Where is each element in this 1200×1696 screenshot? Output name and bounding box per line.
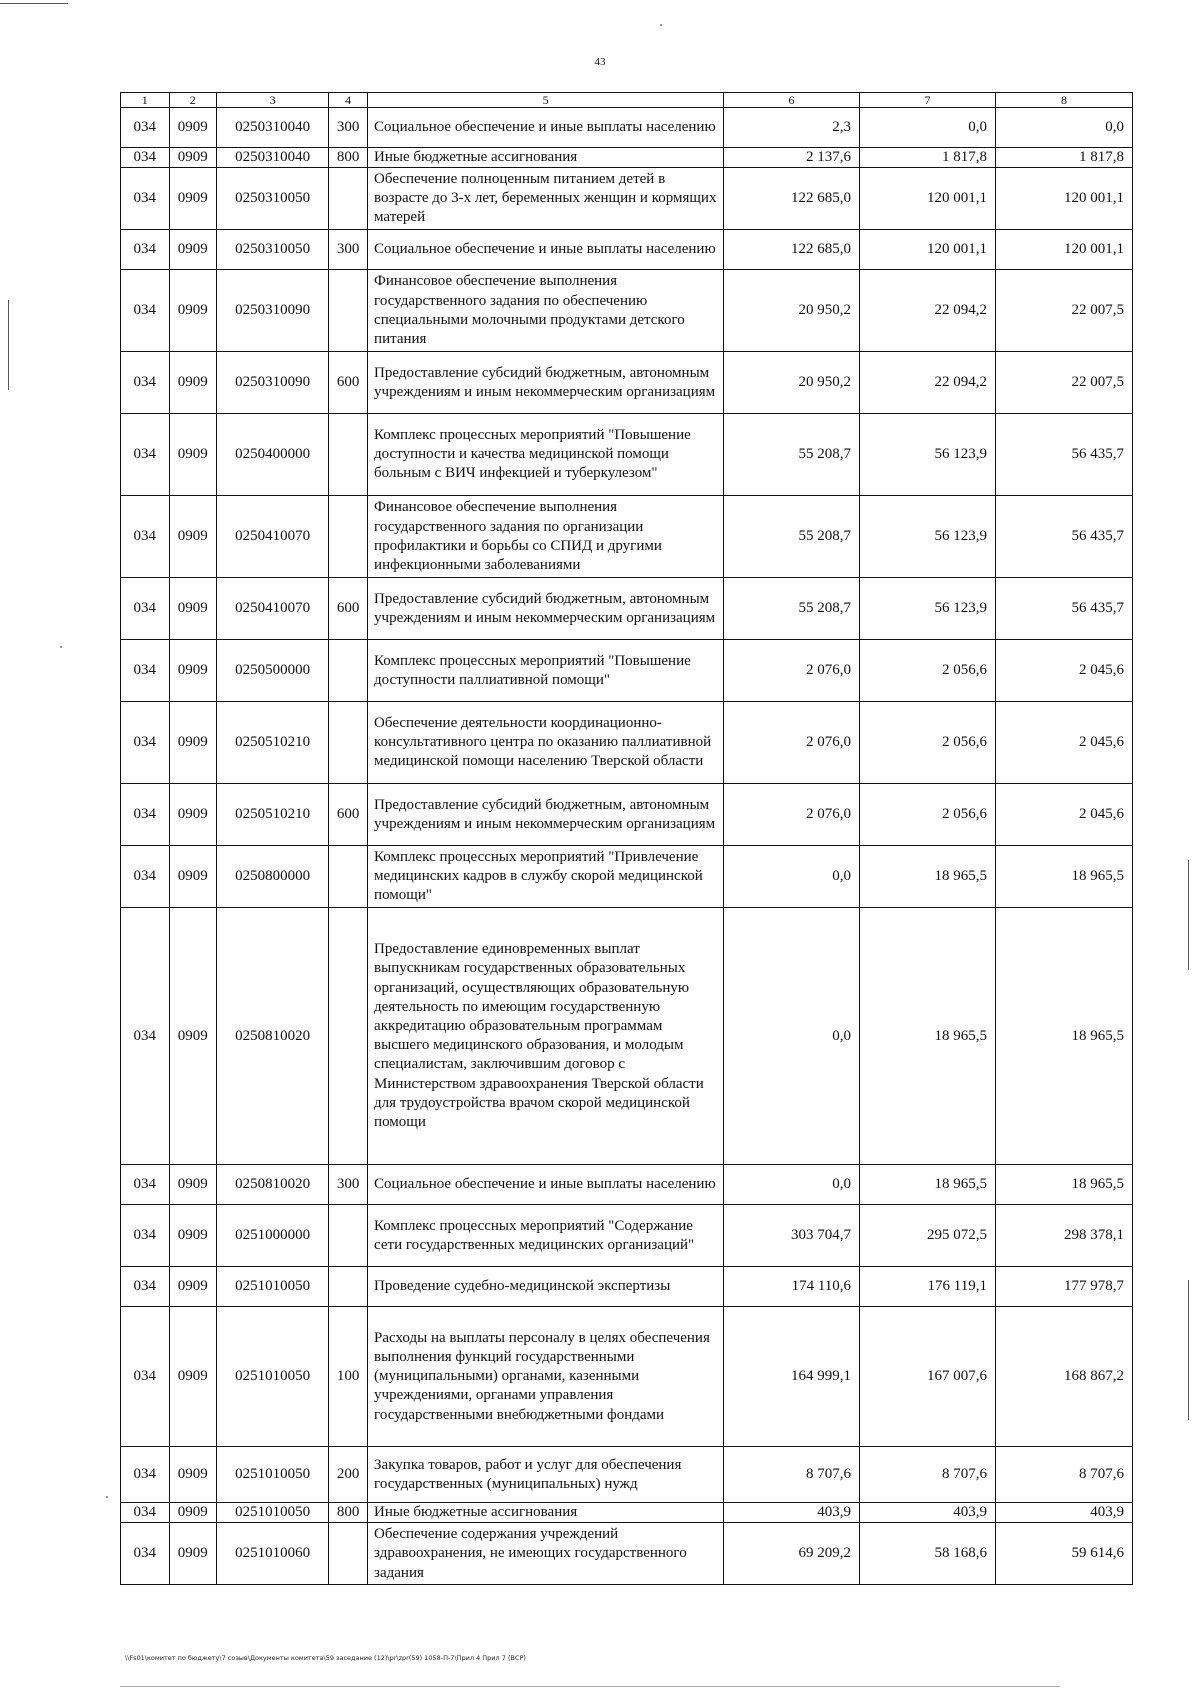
table-row xyxy=(121,168,1133,230)
cell-name: Комплекс процессных мероприятий "Содержание сети государственных медицинских организаций" xyxy=(368,1205,724,1267)
cell-amount-year2: 22 094,2 xyxy=(860,270,996,352)
cell-section-code: 0909 xyxy=(169,578,216,640)
table-row xyxy=(121,1205,1133,1267)
cell-amount-year1: 303 704,7 xyxy=(724,1205,860,1267)
cell-name: Предоставление единовременных выплат выпускникам государственных образовательных организаций, осуществляющих образовательную деятельность по имеющим государственную аккредитацию образовательным программам высшего медицинского образования, и молодым специалистам, заключившим договор с Министерством здравоохранения Тверской области для трудоустройства врачом скорой медицинской помощи xyxy=(368,908,724,1165)
cell-admin-code: 034 xyxy=(121,108,170,148)
cell-target-article: 0250310090 xyxy=(217,270,329,352)
cell-admin-code: 034 xyxy=(121,1447,170,1503)
table-row xyxy=(121,702,1133,784)
cell-target-article: 0251010060 xyxy=(217,1523,329,1585)
cell-target-article: 0250810020 xyxy=(217,908,329,1165)
cell-admin-code: 034 xyxy=(121,1503,170,1523)
cell-admin-code: 034 xyxy=(121,702,170,784)
cell-name: Комплекс процессных мероприятий "Привлечение медицинских кадров в службу скорой медицинской помощи" xyxy=(368,846,724,908)
cell-amount-year1: 20 950,2 xyxy=(724,352,860,414)
cell-expense-type: 600 xyxy=(329,578,368,640)
cell-amount-year2: 2 056,6 xyxy=(860,702,996,784)
cell-expense-type: 300 xyxy=(329,230,368,270)
cell-expense-type xyxy=(329,1267,368,1307)
cell-expense-type xyxy=(329,1523,368,1585)
cell-admin-code: 034 xyxy=(121,784,170,846)
cell-section-code: 0909 xyxy=(169,1523,216,1585)
cell-amount-year3: 56 435,7 xyxy=(995,496,1132,578)
scan-artifact-dot xyxy=(60,646,62,648)
budget-table xyxy=(120,92,1133,1585)
cell-admin-code: 034 xyxy=(121,1205,170,1267)
table-row xyxy=(121,640,1133,702)
table-row xyxy=(121,148,1133,168)
cell-amount-year1: 2,3 xyxy=(724,108,860,148)
cell-name: Финансовое обеспечение выполнения государственного задания по обеспечению специальными молочными продуктами детского питания xyxy=(368,270,724,352)
cell-section-code: 0909 xyxy=(169,702,216,784)
cell-section-code: 0909 xyxy=(169,1447,216,1503)
cell-expense-type: 600 xyxy=(329,784,368,846)
cell-section-code: 0909 xyxy=(169,1267,216,1307)
cell-amount-year2: 403,9 xyxy=(860,1503,996,1523)
cell-amount-year2: 22 094,2 xyxy=(860,352,996,414)
cell-amount-year3: 8 707,6 xyxy=(995,1447,1132,1503)
cell-amount-year2: 56 123,9 xyxy=(860,414,996,496)
cell-target-article: 0250500000 xyxy=(217,640,329,702)
cell-section-code: 0909 xyxy=(169,168,216,230)
table-row xyxy=(121,1165,1133,1205)
cell-name: Обеспечение деятельности координационно-консультативного центра по оказанию паллиативной медицинской помощи населению Тверской области xyxy=(368,702,724,784)
cell-expense-type: 300 xyxy=(329,1165,368,1205)
header-cell: 4 xyxy=(329,93,368,108)
cell-amount-year1: 122 685,0 xyxy=(724,230,860,270)
cell-name: Иные бюджетные ассигнования xyxy=(368,1503,724,1523)
cell-name: Обеспечение полноценным питанием детей в возрасте до 3-х лет, беременных женщин и кормящих матерей xyxy=(368,168,724,230)
cell-amount-year2: 1 817,8 xyxy=(860,148,996,168)
cell-admin-code: 034 xyxy=(121,1523,170,1585)
cell-name: Социальное обеспечение и иные выплаты населению xyxy=(368,230,724,270)
cell-amount-year2: 18 965,5 xyxy=(860,846,996,908)
cell-amount-year3: 177 978,7 xyxy=(995,1267,1132,1307)
cell-name: Предоставление субсидий бюджетным, автономным учреждениям и иным некоммерческим организациям xyxy=(368,352,724,414)
cell-admin-code: 034 xyxy=(121,846,170,908)
cell-expense-type: 600 xyxy=(329,352,368,414)
table-row xyxy=(121,784,1133,846)
cell-amount-year1: 164 999,1 xyxy=(724,1307,860,1447)
cell-target-article: 0250310090 xyxy=(217,352,329,414)
cell-amount-year2: 56 123,9 xyxy=(860,578,996,640)
cell-expense-type: 800 xyxy=(329,1503,368,1523)
header-cell: 1 xyxy=(121,93,170,108)
cell-expense-type: 100 xyxy=(329,1307,368,1447)
cell-target-article: 0250410070 xyxy=(217,578,329,640)
cell-section-code: 0909 xyxy=(169,1503,216,1523)
cell-name: Финансовое обеспечение выполнения государственного задания по организации профилактики и борьбы со СПИД и другими инфекционными заболеваниями xyxy=(368,496,724,578)
table-row xyxy=(121,270,1133,352)
table-body xyxy=(121,108,1133,1585)
cell-section-code: 0909 xyxy=(169,640,216,702)
header-cell: 7 xyxy=(860,93,996,108)
cell-amount-year1: 403,9 xyxy=(724,1503,860,1523)
cell-amount-year2: 58 168,6 xyxy=(860,1523,996,1585)
cell-section-code: 0909 xyxy=(169,846,216,908)
cell-section-code: 0909 xyxy=(169,414,216,496)
cell-name: Расходы на выплаты персоналу в целях обеспечения выполнения функций государственными (муниципальными) органами, казенными учреждениями, органами управления государственными внебюджетными фондами xyxy=(368,1307,724,1447)
cell-target-article: 0251000000 xyxy=(217,1205,329,1267)
cell-amount-year2: 18 965,5 xyxy=(860,1165,996,1205)
cell-section-code: 0909 xyxy=(169,1205,216,1267)
cell-section-code: 0909 xyxy=(169,784,216,846)
cell-amount-year3: 0,0 xyxy=(995,108,1132,148)
cell-name: Обеспечение содержания учреждений здравоохранения, не имеющих государственного задания xyxy=(368,1523,724,1585)
cell-amount-year3: 22 007,5 xyxy=(995,270,1132,352)
cell-amount-year3: 22 007,5 xyxy=(995,352,1132,414)
cell-admin-code: 034 xyxy=(121,148,170,168)
header-cell: 6 xyxy=(724,93,860,108)
cell-amount-year1: 0,0 xyxy=(724,1165,860,1205)
cell-section-code: 0909 xyxy=(169,352,216,414)
cell-name: Социальное обеспечение и иные выплаты населению xyxy=(368,1165,724,1205)
cell-amount-year2: 120 001,1 xyxy=(860,230,996,270)
cell-amount-year3: 168 867,2 xyxy=(995,1307,1132,1447)
table-row xyxy=(121,496,1133,578)
cell-target-article: 0250510210 xyxy=(217,702,329,784)
cell-admin-code: 034 xyxy=(121,908,170,1165)
cell-amount-year3: 298 378,1 xyxy=(995,1205,1132,1267)
cell-target-article: 0250410070 xyxy=(217,496,329,578)
cell-expense-type xyxy=(329,640,368,702)
table-row xyxy=(121,578,1133,640)
cell-amount-year3: 18 965,5 xyxy=(995,908,1132,1165)
cell-amount-year2: 8 707,6 xyxy=(860,1447,996,1503)
cell-name: Комплекс процессных мероприятий "Повышение доступности и качества медицинской помощи больным с ВИЧ инфекцией и туберкулезом" xyxy=(368,414,724,496)
cell-admin-code: 034 xyxy=(121,1165,170,1205)
cell-amount-year1: 55 208,7 xyxy=(724,496,860,578)
cell-target-article: 0250310040 xyxy=(217,108,329,148)
cell-amount-year3: 1 817,8 xyxy=(995,148,1132,168)
scan-artifact-dot xyxy=(660,24,662,26)
cell-amount-year3: 56 435,7 xyxy=(995,578,1132,640)
cell-amount-year2: 167 007,6 xyxy=(860,1307,996,1447)
cell-admin-code: 034 xyxy=(121,496,170,578)
cell-amount-year2: 120 001,1 xyxy=(860,168,996,230)
cell-admin-code: 034 xyxy=(121,640,170,702)
cell-amount-year3: 56 435,7 xyxy=(995,414,1132,496)
cell-amount-year3: 18 965,5 xyxy=(995,1165,1132,1205)
cell-target-article: 0251010050 xyxy=(217,1267,329,1307)
cell-expense-type xyxy=(329,1205,368,1267)
scan-artifact-line xyxy=(8,300,9,390)
cell-name: Комплекс процессных мероприятий "Повышение доступности паллиативной помощи" xyxy=(368,640,724,702)
table-row xyxy=(121,846,1133,908)
cell-target-article: 0251010050 xyxy=(217,1307,329,1447)
cell-admin-code: 034 xyxy=(121,168,170,230)
cell-amount-year1: 8 707,6 xyxy=(724,1447,860,1503)
table-row xyxy=(121,1447,1133,1503)
cell-target-article: 0250310050 xyxy=(217,230,329,270)
cell-expense-type: 200 xyxy=(329,1447,368,1503)
header-row xyxy=(121,93,1133,108)
cell-amount-year2: 2 056,6 xyxy=(860,640,996,702)
cell-expense-type xyxy=(329,270,368,352)
cell-amount-year2: 0,0 xyxy=(860,108,996,148)
table-row xyxy=(121,1523,1133,1585)
cell-admin-code: 034 xyxy=(121,352,170,414)
footer-file-path: \\Fs01\комитет по бюджету\7 созыв\Документы комитета\59 заседание (12)\pr\zpr(59) 1058-П-7\Прил 4 Прил 7 (ВСР) xyxy=(125,1654,526,1662)
cell-admin-code: 034 xyxy=(121,1267,170,1307)
table-row xyxy=(121,230,1133,270)
cell-section-code: 0909 xyxy=(169,148,216,168)
cell-amount-year1: 2 076,0 xyxy=(724,702,860,784)
cell-amount-year1: 122 685,0 xyxy=(724,168,860,230)
cell-target-article: 0250400000 xyxy=(217,414,329,496)
table-row xyxy=(121,1267,1133,1307)
table-row xyxy=(121,352,1133,414)
cell-name: Предоставление субсидий бюджетным, автономным учреждениям и иным некоммерческим организациям xyxy=(368,578,724,640)
cell-amount-year2: 18 965,5 xyxy=(860,908,996,1165)
cell-section-code: 0909 xyxy=(169,270,216,352)
scan-artifact-dot xyxy=(106,1496,108,1498)
cell-amount-year3: 2 045,6 xyxy=(995,702,1132,784)
cell-amount-year3: 59 614,6 xyxy=(995,1523,1132,1585)
cell-amount-year3: 120 001,1 xyxy=(995,230,1132,270)
cell-expense-type: 800 xyxy=(329,148,368,168)
cell-target-article: 0250310040 xyxy=(217,148,329,168)
cell-name: Иные бюджетные ассигнования xyxy=(368,148,724,168)
header-cell: 8 xyxy=(995,93,1132,108)
cell-amount-year3: 120 001,1 xyxy=(995,168,1132,230)
cell-target-article: 0251010050 xyxy=(217,1447,329,1503)
cell-amount-year2: 176 119,1 xyxy=(860,1267,996,1307)
cell-admin-code: 034 xyxy=(121,230,170,270)
cell-amount-year1: 2 076,0 xyxy=(724,640,860,702)
cell-amount-year3: 2 045,6 xyxy=(995,784,1132,846)
cell-expense-type xyxy=(329,702,368,784)
cell-expense-type xyxy=(329,908,368,1165)
cell-section-code: 0909 xyxy=(169,108,216,148)
cell-amount-year1: 2 137,6 xyxy=(724,148,860,168)
table-row xyxy=(121,108,1133,148)
cell-section-code: 0909 xyxy=(169,908,216,1165)
cell-amount-year3: 403,9 xyxy=(995,1503,1132,1523)
cell-section-code: 0909 xyxy=(169,230,216,270)
cell-section-code: 0909 xyxy=(169,1307,216,1447)
cell-target-article: 0250310050 xyxy=(217,168,329,230)
cell-amount-year1: 0,0 xyxy=(724,846,860,908)
cell-admin-code: 034 xyxy=(121,270,170,352)
scan-artifact-line xyxy=(0,3,68,4)
cell-amount-year1: 0,0 xyxy=(724,908,860,1165)
cell-section-code: 0909 xyxy=(169,1165,216,1205)
cell-amount-year1: 55 208,7 xyxy=(724,414,860,496)
cell-section-code: 0909 xyxy=(169,496,216,578)
cell-target-article: 0250510210 xyxy=(217,784,329,846)
cell-expense-type xyxy=(329,414,368,496)
cell-target-article: 0251010050 xyxy=(217,1503,329,1523)
scan-artifact-line xyxy=(1188,860,1189,970)
cell-amount-year2: 295 072,5 xyxy=(860,1205,996,1267)
cell-expense-type xyxy=(329,846,368,908)
header-cell: 2 xyxy=(169,93,216,108)
cell-target-article: 0250800000 xyxy=(217,846,329,908)
cell-amount-year3: 18 965,5 xyxy=(995,846,1132,908)
cell-amount-year1: 2 076,0 xyxy=(724,784,860,846)
cell-name: Предоставление субсидий бюджетным, автономным учреждениям и иным некоммерческим организациям xyxy=(368,784,724,846)
cell-amount-year3: 2 045,6 xyxy=(995,640,1132,702)
header-cell: 3 xyxy=(217,93,329,108)
cell-name: Социальное обеспечение и иные выплаты населению xyxy=(368,108,724,148)
cell-amount-year1: 69 209,2 xyxy=(724,1523,860,1585)
cell-admin-code: 034 xyxy=(121,578,170,640)
cell-expense-type xyxy=(329,168,368,230)
cell-amount-year2: 56 123,9 xyxy=(860,496,996,578)
cell-admin-code: 034 xyxy=(121,414,170,496)
cell-admin-code: 034 xyxy=(121,1307,170,1447)
header-cell: 5 xyxy=(368,93,724,108)
scan-artifact-line xyxy=(120,1686,1060,1687)
page-number: 43 xyxy=(594,56,606,68)
cell-amount-year1: 174 110,6 xyxy=(724,1267,860,1307)
cell-amount-year2: 2 056,6 xyxy=(860,784,996,846)
scan-artifact-line xyxy=(1188,1280,1189,1420)
cell-name: Проведение судебно-медицинской экспертизы xyxy=(368,1267,724,1307)
cell-amount-year1: 55 208,7 xyxy=(724,578,860,640)
cell-name: Закупка товаров, работ и услуг для обеспечения государственных (муниципальных) нужд xyxy=(368,1447,724,1503)
table-row xyxy=(121,1307,1133,1447)
cell-expense-type xyxy=(329,496,368,578)
table-row xyxy=(121,414,1133,496)
cell-amount-year1: 20 950,2 xyxy=(724,270,860,352)
table-row xyxy=(121,908,1133,1165)
cell-target-article: 0250810020 xyxy=(217,1165,329,1205)
cell-expense-type: 300 xyxy=(329,108,368,148)
table-row xyxy=(121,1503,1133,1523)
